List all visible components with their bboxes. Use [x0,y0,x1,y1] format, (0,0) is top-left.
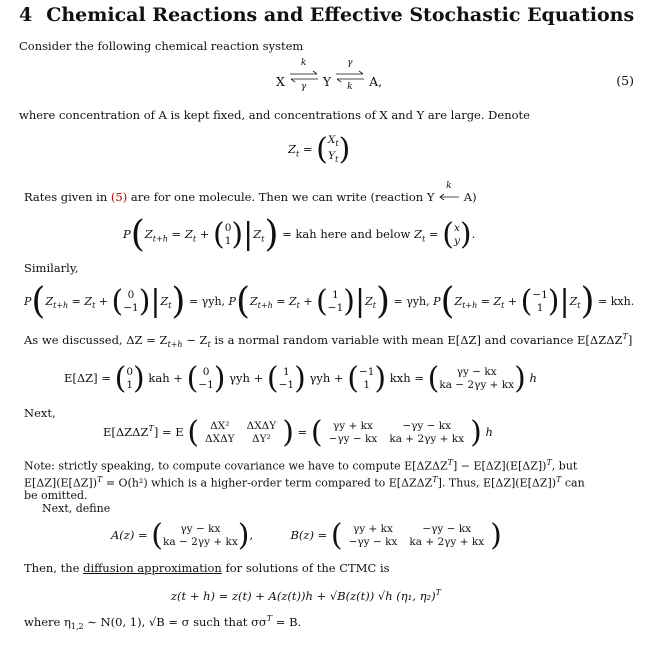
rate-gamma-2: γ [347,58,353,68]
rate-arrow-k: k [446,181,452,191]
rates-paragraph [24,181,477,204]
note-l3: be omitted. [24,489,88,503]
mean-term-2: γyh + [229,371,264,385]
zt-vector: $X_t$ $Y_t$ [327,134,339,165]
where-b: ∼ N(0, 1), √B = σ such that σσ [83,614,267,629]
rates-text-b: are for one molecule. Then we can write (reaction Y [127,190,439,204]
ab-definitions: A(z) = ( γy − kx ka − 2γy + kx), B(z) = ( γy + kx −γy − kx −γy − kx ka + 2γy + kx ) [111,518,502,553]
equation-5 [276,58,383,92]
cov-c11: γy + kx [332,420,373,432]
note-l1c: , but [551,459,578,473]
rates-text-c: A) [460,190,477,204]
rate-arrow [438,181,460,201]
where-c: = B. [272,614,302,629]
b-12: −γy − kx [422,523,472,535]
rate-k-1: k [300,58,307,68]
zt-sub: t [296,149,300,159]
section-heading-text: Chemical Reactions and Effective Stochastic Equations [46,4,635,26]
then-paragraph [24,561,390,575]
intro-paragraph: Consider the following chemical reaction system [19,39,304,53]
delta-m21: ΔXΔY [205,433,235,445]
mean-lhs: E[ΔZ] = [64,371,111,385]
cov-lhs2: ] = E [153,425,184,439]
mean-result-1: γy − kx [456,366,497,378]
species-y: Y [322,74,332,89]
b-lhs: B(z) = [290,528,328,542]
rate-result-2: = γyh, [393,295,430,308]
concentration-paragraph: where concentration of A is kept fixed, and concentrations of X and Y are large. Denote [19,108,530,122]
note-l2: E[ΔZ](E[ΔZ]) [24,476,97,490]
discussed-b: − Z [182,332,208,347]
note-l2c: ]. Thus, E[ΔZ](E[ΔZ]) [437,476,557,490]
mean-result-2: ka − 2γy + kx [439,379,515,391]
zt-x: X [327,134,336,146]
cov-h: h [485,425,493,439]
note-l1: Note: strictly speaking, to compute covariance we have to compute E[ΔZΔZ [24,459,448,473]
b-11: γy + kx [353,523,393,535]
mean-term-1: kah + [148,371,183,385]
b-21: −γy − kx [348,536,398,548]
a-2: ka − 2γy + kx [163,536,238,548]
note-l2d: can [561,476,585,490]
final-equation [171,588,441,603]
rates-text-a: Rates given in [24,190,111,204]
zt-y: Y [328,150,336,163]
discussed-a: As we discussed, ΔZ = Z [24,332,168,347]
final-eq-sup: T [435,588,441,597]
zt-y-lower: y [453,235,460,247]
note-paragraph: Note: strictly speaking, to compute covariance we have to compute $E[\Delta Z\Delta Z^T] - E[\Delta Z](E[\Delta Z])^T$, but $E[\Delta Z](E[\Delta Z])^T = O(h^2)$ which is a higher-order term compared to $E[\Delta Z\Delta Z^T]$. Thus, $E[\Delta Z](E[\Delta Z])^T$ can be omitted. Next, define [24,458,585,516]
similarly-label: Similarly, [24,261,79,275]
delta-m12: ΔXΔY [246,420,277,432]
cov-c21: −γy − kx [328,433,378,445]
reversible-arrow-2 [335,58,365,92]
note-l1b: ] − E[ΔZ](E[ΔZ]) [452,459,547,473]
mean-term-4: kxh = [389,371,424,385]
similarly-equations: $P(Z_{t+h} = Z_t$ + ( 0 $-1)|Z_t) = \gamma yh$, $P(Z_{t+h} = Z_t$ + ( 1 $-1)|Z_t) = \gamma yh$, $P(Z_{t+h} = Z_t + (-1$ 1 )$|Z_t$) = kxh. [24,281,635,322]
diffusion-approximation-link[interactable]: diffusion approximation [83,561,222,575]
equation-ref-link[interactable]: (5) [110,190,128,204]
b-22: ka + 2γy + kx [409,536,485,548]
note-l2b: = O(h²) which is a higher-order term compared to E[ΔZΔZ [102,476,433,490]
kah-tail: = kah here and below [282,227,411,241]
delta-matrix [199,420,282,446]
discussed-c: is a normal random variable with mean E[ΔZ] and covariance E[ΔZΔZ [210,332,623,347]
cov-c12: −γy − kx [402,420,452,432]
section-number: 4 [19,4,33,26]
cov-c22: ka + 2γy + kx [389,433,465,445]
left-arrow-icon [438,193,460,201]
delta-m11: ΔX² [210,420,230,432]
mean-equation: E[ΔZ] = (0 1) kah + ( 0 −1) γyh + ( 1 −1) γyh + (−1 1 ) kxh = ( γy − kx ka − 2γy + kx) h [64,361,537,396]
rate-result-3: = kxh. [598,295,635,308]
mean-h: h [529,371,537,385]
species-a: A, [369,74,383,89]
probability-equation-kah: $P(Z_{t+h} = Z_t + (0$ $1)|Z_t$) = kah here and below $Z_t = (x$ y). [123,214,476,255]
rate-gamma-1: γ [300,82,307,92]
zt-x-lower: x [453,222,460,234]
rate-k-2: k [347,82,353,92]
covariance-equation: $E[\Delta Z\Delta Z^T] = E$ ( ΔX² ΔXΔY ΔXΔY ΔY² ) = ( γy + kx −γy − kx −γy − kx ka + 2γy + kx ) h [103,415,493,450]
note-l4: Next, define [42,502,111,516]
rate-result-1: = γyh, [188,295,226,308]
mean-term-3: γyh + [309,371,344,385]
final-eq-text: z(t + h) = z(t) + A(z(t))h + √B(z(t)) √h (η₁, η₂) [171,588,436,603]
where-paragraph: where $\eta_{1,2}$ ∼ N(0, 1), √B = σ such that $\sigma\sigma^T = B$. [24,614,302,632]
then-b: for solutions of the CTMC is [221,561,390,575]
a-1: γy − kx [180,523,221,535]
next-label: Next, [24,406,56,420]
a-lhs: A(z) = [111,528,148,542]
cov-lhs: E[ΔZΔZ [103,425,149,439]
b-matrix [343,523,491,549]
then-a: Then, the [24,561,84,575]
delta-m22: ΔY² [252,433,271,445]
section-title [19,4,634,26]
reversible-arrow-1 [289,58,319,92]
zt-lhs: Z [288,142,296,157]
where-a: where η [24,614,71,629]
equation-number-5: (5) [616,73,634,88]
cov-matrix [323,420,471,446]
zt-definition: $Z_t = (X_t$ $Y_t$) [288,132,351,168]
species-x: X [276,74,285,89]
discussed-paragraph: As we discussed, $\Delta Z = Z_{t+h} - Z_t$ is a normal random variable with mean E[ΔZ] and covariance $E[\Delta Z\Delta Z^T]$ [24,332,633,350]
